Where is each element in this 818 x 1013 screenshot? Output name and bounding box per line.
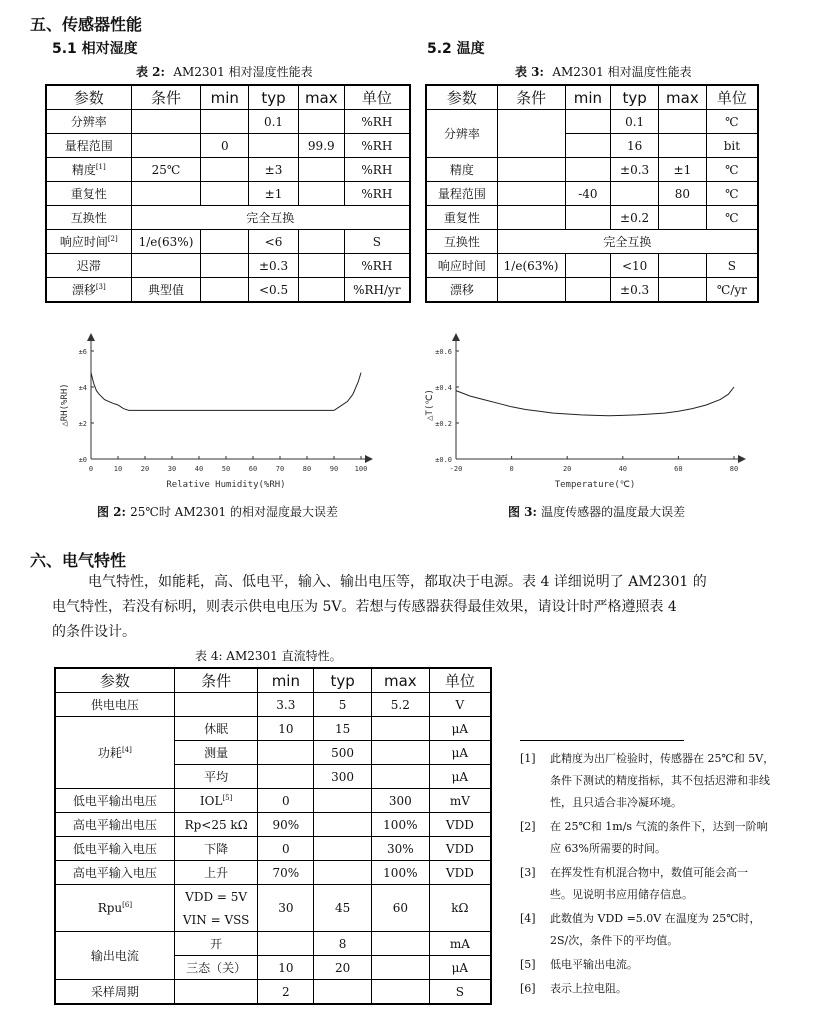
cell — [565, 110, 611, 134]
cell: %RH — [344, 134, 410, 158]
table-row — [426, 110, 758, 134]
cell: 45 — [314, 885, 372, 932]
y-axis-arrow-icon — [87, 333, 95, 341]
cell — [371, 765, 429, 789]
cell: ±3 — [249, 158, 299, 182]
cell: 重复性 — [46, 182, 131, 206]
cell — [658, 278, 706, 303]
header-cell: min — [258, 668, 314, 693]
cell: 500 — [314, 741, 372, 765]
cell: 80 — [658, 182, 706, 206]
cell: 高电平输出电压 — [55, 813, 174, 837]
footnote-number: [3] — [520, 866, 536, 879]
cell: 0.1 — [249, 110, 299, 134]
cell — [298, 254, 344, 278]
cell: Rp<25 kΩ — [174, 813, 258, 837]
cell: 上升 — [174, 861, 258, 885]
cell: ±0.3 — [611, 278, 659, 303]
cell: 30% — [371, 837, 429, 861]
x-tick-label: 0 — [509, 465, 514, 473]
cell: 响应时间[2] — [46, 230, 131, 254]
cell: 70% — [258, 861, 314, 885]
cell — [258, 932, 314, 956]
table-row — [426, 182, 758, 206]
y-tick-label: ±4 — [78, 384, 87, 392]
cell: 量程范围 — [426, 182, 497, 206]
cell — [131, 254, 201, 278]
cell — [314, 980, 372, 1005]
cell: μA — [429, 717, 491, 741]
cell: 休眠 — [174, 717, 258, 741]
table-row — [426, 254, 758, 278]
cell — [131, 134, 201, 158]
y-axis-label: △RH(%RH) — [60, 383, 70, 427]
cell: 60 — [371, 885, 429, 932]
cell: %RH — [344, 110, 410, 134]
cell — [131, 110, 201, 134]
table-row — [55, 693, 491, 717]
figure2-caption: 图 2: 25℃时 AM2301 的相对湿度最大误差 — [97, 505, 338, 519]
header-cell: 条件 — [131, 85, 201, 110]
footnote-number: [5] — [520, 958, 536, 971]
cell: 分辨率 — [426, 110, 497, 158]
cell: <0.5 — [249, 278, 299, 303]
table-row — [46, 278, 410, 303]
cell: 测量 — [174, 741, 258, 765]
cell: 5 — [314, 693, 372, 717]
cell: 8 — [314, 932, 372, 956]
cell — [298, 158, 344, 182]
cell — [497, 158, 565, 182]
table-row — [55, 861, 491, 885]
table-row — [46, 110, 410, 134]
x-tick-label: 20 — [140, 465, 150, 473]
cell — [658, 254, 706, 278]
cell: Rpu[6] — [55, 885, 174, 932]
cell — [298, 278, 344, 303]
cell: 0 — [201, 134, 249, 158]
error-curve — [456, 387, 734, 416]
cell: 15 — [314, 717, 372, 741]
paragraph-line: 电气特性，若没有标明，则表示供电电压为 5V。若想与传感器获得最佳效果，请设计时严格遵照表 4 — [52, 599, 677, 615]
section-5-title: 五、传感器性能 — [30, 15, 143, 34]
footnote-line: 表示上拉电阻。 — [550, 982, 627, 995]
footnote-item — [520, 748, 810, 814]
cell: 16 — [611, 134, 659, 158]
cell: 低电平输出电压 — [55, 789, 174, 813]
table-row — [46, 206, 410, 230]
x-tick-label: 70 — [275, 465, 285, 473]
cell: 100% — [371, 861, 429, 885]
cell: 300 — [314, 765, 372, 789]
cell: 300 — [371, 789, 429, 813]
humidity-performance-table — [45, 84, 411, 303]
cell: ±0.3 — [249, 254, 299, 278]
table-row — [55, 813, 491, 837]
cell — [258, 741, 314, 765]
cell: 99.9 — [298, 134, 344, 158]
cell — [201, 110, 249, 134]
cell: μA — [429, 956, 491, 980]
cell: V — [429, 693, 491, 717]
cell: %RH — [344, 254, 410, 278]
humidity-error-chart — [55, 318, 375, 498]
cell: 完全互换 — [131, 206, 410, 230]
cell: %RH/yr — [344, 278, 410, 303]
cell: ±0.3 — [611, 158, 659, 182]
cell: 互换性 — [46, 206, 131, 230]
x-tick-label: 20 — [562, 465, 572, 473]
x-tick-label: 90 — [329, 465, 339, 473]
table-header-row — [55, 668, 491, 693]
footnote-divider — [520, 740, 684, 741]
table-row — [55, 837, 491, 861]
cell — [314, 789, 372, 813]
cell — [258, 765, 314, 789]
cell — [298, 110, 344, 134]
cell — [249, 134, 299, 158]
footnote-number: [4] — [520, 912, 536, 925]
table-row — [426, 158, 758, 182]
table-row — [46, 254, 410, 278]
cell: S — [706, 254, 758, 278]
cell — [611, 182, 659, 206]
paragraph-line: 电气特性，如能耗，高、低电平，输入、输出电压等，都取决于电源。表 4 详细说明了 AM2301 的 — [88, 574, 707, 590]
header-cell: 参数 — [426, 85, 497, 110]
cell: <6 — [249, 230, 299, 254]
table-row — [46, 158, 410, 182]
cell: %RH — [344, 182, 410, 206]
cell: 0 — [258, 789, 314, 813]
x-axis-label: Temperature(℃) — [554, 480, 636, 490]
cell — [201, 254, 249, 278]
header-cell: 单位 — [429, 668, 491, 693]
cell: 下降 — [174, 837, 258, 861]
x-tick-label: 40 — [618, 465, 628, 473]
cell: 10 — [258, 956, 314, 980]
footnote-number: [2] — [520, 820, 536, 833]
x-tick-label: 50 — [221, 465, 231, 473]
cell — [131, 182, 201, 206]
cell: 精度 — [426, 158, 497, 182]
cell: 分辨率 — [46, 110, 131, 134]
cell — [658, 110, 706, 134]
table-row — [55, 717, 491, 741]
cell: 功耗[4] — [55, 717, 174, 789]
cell: 漂移 — [426, 278, 497, 303]
footnote-line: 2S/次，条件下的平均值。 — [550, 934, 679, 947]
x-axis-arrow-icon — [738, 455, 746, 463]
x-tick-label: 60 — [248, 465, 258, 473]
footnote-line: 性，且只适合非冷凝环境。 — [550, 796, 682, 809]
cell: 0.1 — [611, 110, 659, 134]
x-tick-label: 10 — [113, 465, 123, 473]
table2-caption: 表 2: AM2301 相对湿度性能表 — [136, 65, 313, 79]
cell: VDD — [429, 813, 491, 837]
subsection-humidity-title: 5.1 相对湿度 — [52, 41, 138, 57]
x-tick-label: 80 — [302, 465, 312, 473]
x-tick-label: 60 — [674, 465, 683, 473]
cell: 2 — [258, 980, 314, 1005]
footnote-line: 此精度为出厂检验时，传感器在 25℃和 5V， — [550, 752, 775, 765]
cell: mA — [429, 932, 491, 956]
cell — [298, 182, 344, 206]
table-row — [426, 206, 758, 230]
cell — [371, 980, 429, 1005]
footnotes — [520, 748, 810, 1002]
cell: ±1 — [658, 158, 706, 182]
cell: 20 — [314, 956, 372, 980]
cell — [565, 278, 611, 303]
footnote-line: 在 25℃和 1m/s 气流的条件下，达到一阶响 — [550, 820, 768, 833]
header-cell: max — [658, 85, 706, 110]
footnote-item — [520, 978, 810, 1000]
cell: VDD = 5V — [174, 885, 258, 909]
cell — [201, 158, 249, 182]
table-row — [46, 230, 410, 254]
cell — [497, 182, 565, 206]
cell: 低电平输入电压 — [55, 837, 174, 861]
cell — [497, 206, 565, 230]
cell: ±0.2 — [611, 206, 659, 230]
cell: S — [344, 230, 410, 254]
cell: 三态（关） — [174, 956, 258, 980]
table-row — [55, 789, 491, 813]
cell: %RH — [344, 158, 410, 182]
cell — [565, 134, 611, 158]
cell — [497, 110, 565, 158]
cell: 精度[1] — [46, 158, 131, 182]
cell: mV — [429, 789, 491, 813]
cell: 90% — [258, 813, 314, 837]
y-tick-label: ±0.4 — [435, 384, 452, 392]
y-tick-label: ±0.0 — [435, 456, 452, 464]
y-tick-label: ±2 — [78, 420, 87, 428]
cell: 完全互换 — [497, 230, 758, 254]
cell — [658, 206, 706, 230]
cell — [565, 254, 611, 278]
cell — [371, 956, 429, 980]
cell: VIN = VSS — [174, 908, 258, 932]
table-row — [55, 885, 491, 909]
cell — [174, 980, 258, 1005]
table-row — [55, 980, 491, 1005]
header-cell: min — [565, 85, 611, 110]
header-cell: 单位 — [344, 85, 410, 110]
error-curve — [91, 373, 361, 411]
cell: kΩ — [429, 885, 491, 932]
footnote-item — [520, 816, 810, 860]
cell — [565, 158, 611, 182]
cell — [298, 230, 344, 254]
cell — [371, 741, 429, 765]
table-header-row — [46, 85, 410, 110]
cell: ℃ — [706, 206, 758, 230]
y-axis-arrow-icon — [452, 333, 460, 341]
footnote-number: [1] — [520, 752, 536, 765]
cell: ℃ — [706, 158, 758, 182]
temperature-error-plot — [418, 318, 753, 498]
cell: ±1 — [249, 182, 299, 206]
temperature-performance-table — [425, 84, 759, 303]
cell: 平均 — [174, 765, 258, 789]
section-6-title: 六、电气特性 — [30, 551, 127, 570]
header-cell: min — [201, 85, 249, 110]
x-tick-label: 100 — [354, 465, 368, 473]
cell: ℃ — [706, 182, 758, 206]
header-cell: 条件 — [497, 85, 565, 110]
cell: 输出电流 — [55, 932, 174, 980]
cell — [201, 278, 249, 303]
cell: -40 — [565, 182, 611, 206]
subsection-temperature-title: 5.2 温度 — [427, 41, 485, 57]
cell: 开 — [174, 932, 258, 956]
table3-caption: 表 3: AM2301 相对温度性能表 — [515, 65, 692, 79]
cell — [314, 837, 372, 861]
x-tick-label: 40 — [194, 465, 204, 473]
table-row — [426, 278, 758, 303]
cell: 互换性 — [426, 230, 497, 254]
cell: 1/e(63%) — [497, 254, 565, 278]
cell: ℃ — [706, 110, 758, 134]
x-tick-label: 0 — [88, 465, 94, 473]
y-tick-label: ±0 — [78, 456, 87, 464]
cell: 5.2 — [371, 693, 429, 717]
cell — [201, 230, 249, 254]
cell: 1/e(63%) — [131, 230, 201, 254]
header-cell: 参数 — [46, 85, 131, 110]
cell: 量程范围 — [46, 134, 131, 158]
header-cell: typ — [611, 85, 659, 110]
x-tick-label: -20 — [449, 465, 463, 473]
cell — [314, 813, 372, 837]
footnote-item — [520, 862, 810, 906]
x-tick-label: 80 — [729, 465, 739, 473]
cell: μA — [429, 765, 491, 789]
x-axis-arrow-icon — [365, 455, 373, 463]
cell — [314, 861, 372, 885]
cell: 供电电压 — [55, 693, 174, 717]
y-tick-label: ±0.2 — [435, 420, 452, 428]
cell: 典型值 — [131, 278, 201, 303]
cell: VDD — [429, 837, 491, 861]
cell: 3.3 — [258, 693, 314, 717]
cell — [201, 182, 249, 206]
header-cell: typ — [249, 85, 299, 110]
footnote-line: 此数值为 VDD =5.0V 在温度为 25℃时， — [550, 912, 761, 925]
cell: 高电平输入电压 — [55, 861, 174, 885]
cell — [497, 278, 565, 303]
cell — [371, 717, 429, 741]
cell: 100% — [371, 813, 429, 837]
cell: <10 — [611, 254, 659, 278]
header-cell: max — [298, 85, 344, 110]
cell: 采样周期 — [55, 980, 174, 1005]
header-cell: max — [371, 668, 429, 693]
cell — [658, 134, 706, 158]
y-tick-label: ±0.6 — [435, 348, 452, 356]
header-cell: 条件 — [174, 668, 258, 693]
cell: 30 — [258, 885, 314, 932]
table-row — [426, 230, 758, 254]
cell: 10 — [258, 717, 314, 741]
cell: 25℃ — [131, 158, 201, 182]
temperature-error-chart — [418, 318, 753, 498]
cell: ℃/yr — [706, 278, 758, 303]
footnote-line: 条件下测试的精度指标，其不包括迟滞和非线 — [550, 774, 770, 787]
footnote-item — [520, 908, 810, 952]
table-row — [46, 182, 410, 206]
cell: 重复性 — [426, 206, 497, 230]
header-cell: 参数 — [55, 668, 174, 693]
y-tick-label: ±6 — [78, 348, 87, 356]
y-axis-label: △T(℃) — [425, 389, 435, 421]
footnote-line: 些。见说明书应用储存信息。 — [550, 888, 693, 901]
x-axis-label: Relative Humidity(%RH) — [166, 480, 286, 490]
cell: 漂移[3] — [46, 278, 131, 303]
table-row — [55, 932, 491, 956]
cell: 响应时间 — [426, 254, 497, 278]
footnote-line: 低电平输出电流。 — [550, 958, 638, 971]
dc-characteristics-table — [54, 667, 492, 1005]
cell: μA — [429, 741, 491, 765]
footnote-item — [520, 954, 810, 976]
table4-caption: 表 4: AM2301 直流特性。 — [195, 649, 342, 663]
footnote-line: 在挥发性有机混合物中，数值可能会高一 — [550, 866, 748, 879]
cell: 0 — [258, 837, 314, 861]
table-header-row — [426, 85, 758, 110]
cell — [565, 206, 611, 230]
humidity-error-plot — [55, 318, 375, 498]
paragraph-line: 的条件设计。 — [52, 624, 136, 640]
cell — [371, 932, 429, 956]
footnote-number: [6] — [520, 982, 536, 995]
cell: S — [429, 980, 491, 1005]
footnote-line: 应 63%所需要的时间。 — [550, 842, 666, 855]
cell: 迟滞 — [46, 254, 131, 278]
cell: bit — [706, 134, 758, 158]
cell: VDD — [429, 861, 491, 885]
x-tick-label: 30 — [167, 465, 177, 473]
cell — [174, 693, 258, 717]
cell: IOL[5] — [174, 789, 258, 813]
header-cell: 单位 — [706, 85, 758, 110]
figure3-caption: 图 3: 温度传感器的温度最大误差 — [508, 505, 686, 519]
table-row — [46, 134, 410, 158]
header-cell: typ — [314, 668, 372, 693]
